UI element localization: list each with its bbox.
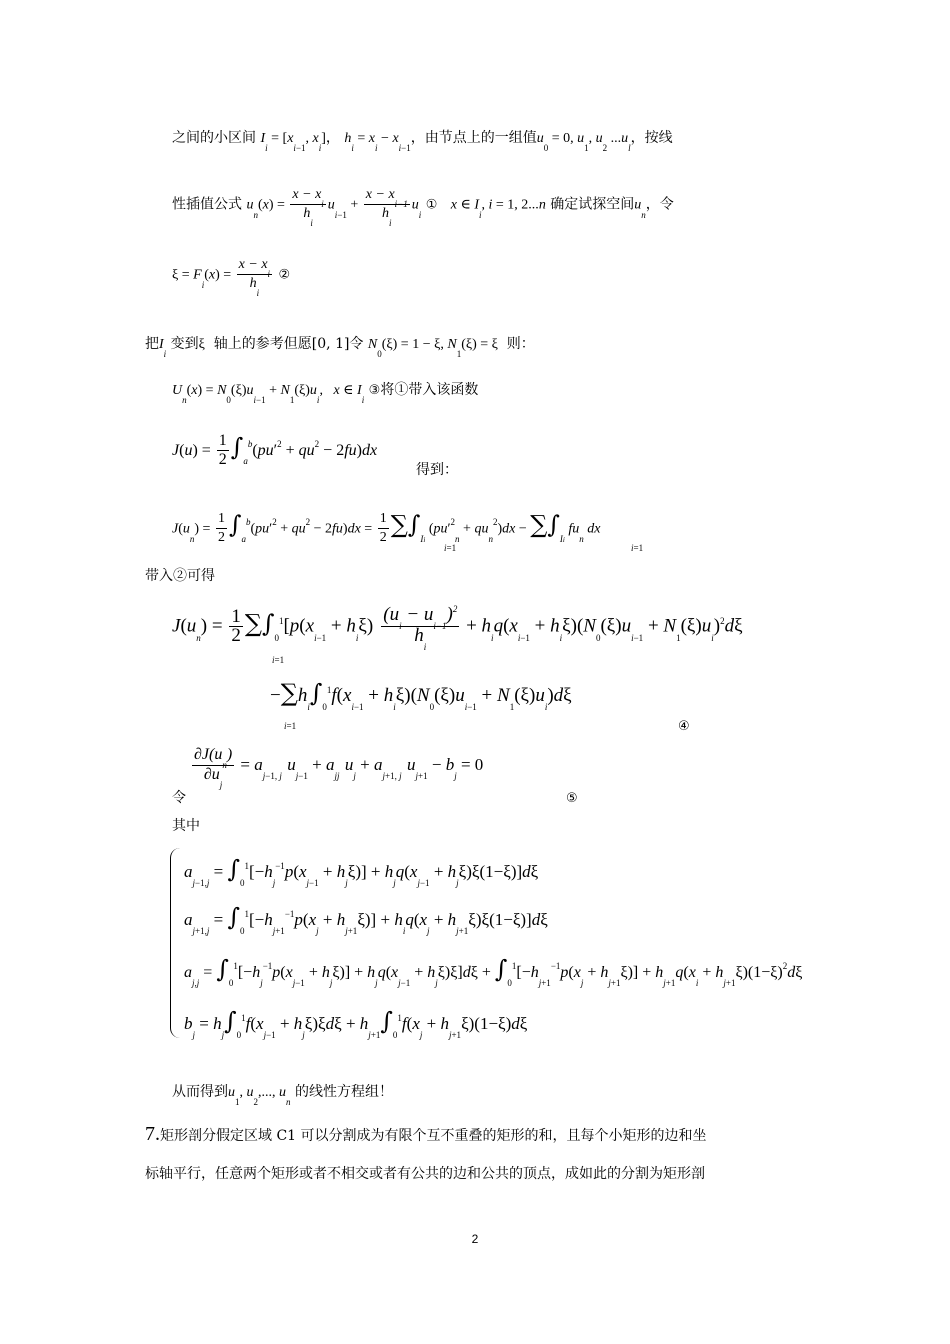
text-segment: 令	[172, 790, 186, 806]
marker-2: ②	[278, 267, 291, 283]
text-segment: 得到：	[416, 462, 458, 478]
section-number: 7.	[145, 1123, 160, 1145]
text-line-8	[145, 566, 215, 586]
marker-3: ③	[368, 383, 381, 398]
marker-5-line	[566, 788, 578, 809]
equation-j-un: $J(u_n)$ = $\frac{1}{2}$ $\int_a^b(pu'^2 + qu^2 - 2fu)dx$ = $\frac{1}{2}$ $\sum\int_{Ii}$ $(pu'^2_n + qu_n^2)dx - \sum\int_{Ii}$ $fu_n$ dx	[172, 510, 601, 545]
text-line-5: $U_n(x) = N_0(\xi)u_{i-1} + N_1(\xi)u_i$, x ∈ $I_i$ ③将①带入该函数	[172, 382, 479, 405]
text-segment: 将①带入该函数	[380, 382, 479, 398]
text-line-3: $\xi = F_i(x)$ = $\frac{x - x_i}{h_i}$ ②	[172, 257, 291, 298]
equation-big-2: $-\sum h_i\int_0^1f(x_{i-1} + h_i\xi)(N_0(\xi)u_{i-1} + N_1(\xi)u_i)d\xi$	[270, 679, 572, 712]
marker-4: ④	[678, 719, 690, 734]
marker-5: ⑤	[566, 791, 578, 806]
text-segment: 把	[145, 336, 159, 352]
text-segment: 其中	[172, 818, 200, 834]
text-segment: 变到	[170, 336, 199, 352]
section-text: 标轴平行，任意两个矩形或者不相交或者有公共的边和公共的顶点，成如此的分割为矩形剖	[145, 1166, 705, 1182]
coef-b-j: $b_j = h_j\int_0^1f(x_{j-1} + h_j\xi)\xi d\xi + h_{j+1}\int_0^1f(x_j + h_{j+1}\xi)(1-\xi)d\xi$	[184, 1007, 528, 1040]
text-segment: 则：	[506, 336, 535, 352]
coef-a-jm1j: $a_{j-1,j} = \int_0^1[-h_j^{-1}p(x_{j-1} + h_j\xi)] + h_jq(x_{j-1} + h_j\xi)\xi(1-\xi)]d\xi$	[184, 855, 539, 888]
equation-derivative: $\frac{\partial J(u_n)}{\partial u_j}$ = $a_{j-1,}$ $_j$ $u_{j-1} + a_{jj}$ $u_j + a_{j+1,}$ $_j$ $u_{j+1} - b_j = 0$	[194, 746, 484, 790]
page-number: 2	[471, 1232, 479, 1246]
text-segment: ，由节点上的一组值	[410, 130, 537, 146]
marker-1: ①	[425, 197, 438, 213]
left-brace	[170, 848, 181, 1038]
text-segment: 从而得到	[172, 1084, 228, 1100]
text-segment: 性插值公式	[172, 196, 242, 213]
section-text: 矩形剖分假定区域 C1 可以分割成为有限个互不重叠的矩形的和，且每个小矩形的边和坐	[160, 1128, 707, 1144]
text-line-9	[172, 788, 186, 808]
fraction: $\frac{x - x_i}{h_i}$	[292, 187, 324, 228]
text-segment: 的线性方程组！	[294, 1084, 393, 1100]
text-segment: 带入②可得	[145, 568, 215, 584]
text-segment: 轴上的参考但愿[0, 1]令	[213, 336, 364, 352]
section-7-line-1	[145, 1124, 707, 1146]
sum-index: i=1	[272, 655, 285, 665]
sum-index: i=1	[444, 543, 457, 553]
sum-index: i=1	[631, 543, 644, 553]
equation-big-1: $J(u_n)$ = $\frac{1}{2}$ $\sum\int_0^1[p(x_{i-1} + h_i\xi)$ $\frac{(u_i - u_{i-1})^2}{h_i}$ + $h_iq(x_{i-1} + h_i\xi)(N_0(\xi)u_{i-1} + N_1(\xi)u_i)^2d\xi$	[172, 604, 743, 652]
text-line-2: 性插值公式 $u_n(x)$ = $\frac{x - x_i}{h_i}$ $u_{i-1}$ + $\frac{x - x_{i-1}}{h_i}$ $u_i$ ① x ∈ $I_i$, i = 1, 2...n 确定试探空间$u_n$，令	[172, 187, 674, 228]
text-line-1: 之间的小区间 $I_i = [x_{i-1}$, $x_i$]， $h_i = x_i - x_{i-1}$，由节点上的一组值$u_0 = 0$, $u_1$, $u_2$ $...u_l$，按线	[172, 130, 673, 153]
marker-4-line	[678, 716, 690, 737]
text-segment: 之间的小区间	[172, 130, 256, 146]
text-segment: 确定试探空间	[550, 196, 635, 213]
sum-index: i=1	[284, 721, 297, 731]
coef-a-jj: $a_{j,j} = \int_0^1[-h_j^{-1}p(x_{j-1} + h_j\xi)] + h_jq(x_{j-1} + h_j\xi)\xi]d\xi + \int_0^1[-h_{j+1}^{-1}p(x_j + h_{j+1}\xi)] + h_{j+1}q(x_i + h_{j+1}\xi)(1-\xi)^2d\xi$	[184, 955, 803, 988]
coef-a-jp1j: $a_{j+1,j} = \int_0^1[-h_{j+1}^{-1}p(x_j + h_{j+1}\xi)] + h_iq(x_j + h_{j+1}\xi)\xi(1-\xi)]d\xi$	[184, 903, 548, 936]
text-line-6	[416, 460, 458, 480]
section-7-line-2	[145, 1164, 705, 1184]
text-segment: ，令	[645, 196, 674, 213]
equation-j-u: J(u) = $\frac{1}{2}$ $\int_a^b(pu'^2 + qu^2 - 2fu)dx$	[172, 432, 378, 468]
fraction: $\frac{x - x_i}{h_i}$	[238, 257, 271, 298]
text-segment: ，	[325, 130, 340, 146]
text-line-11: 从而得到$u_1$, $u_2$,..., $u_n$ 的线性方程组！	[172, 1084, 393, 1107]
text-line-4: 把$I_i$ 变到ξ 轴上的参考但愿[0, 1]令 $N_0(\xi) = 1 - \xi$, $N_1(\xi) = \xi$ 则：	[145, 336, 535, 359]
text-line-10	[172, 816, 200, 836]
text-segment: ，按线	[630, 130, 673, 146]
fraction: $\frac{x - x_{i-1}}{h_i}$	[365, 187, 408, 228]
